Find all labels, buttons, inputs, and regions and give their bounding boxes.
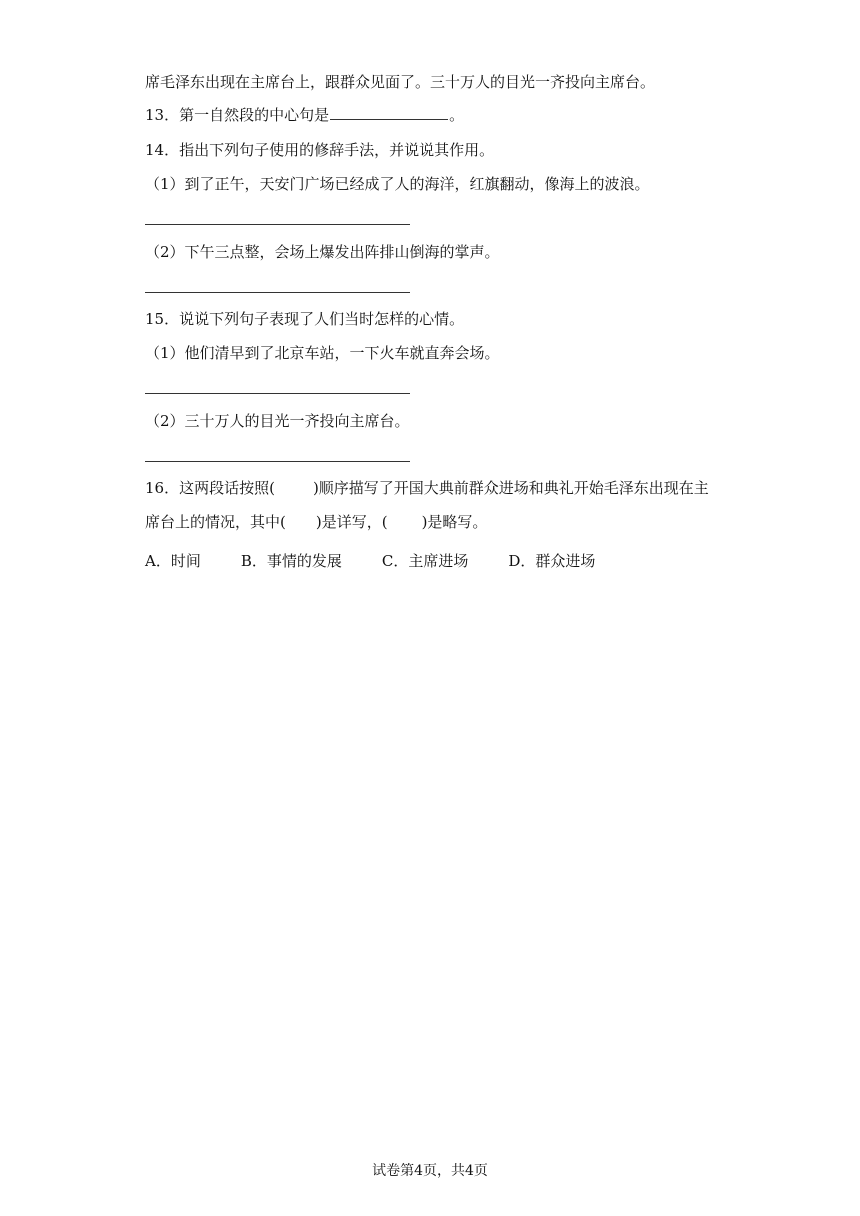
question-14-sub2-answer-line[interactable] bbox=[145, 292, 410, 293]
question-16-options bbox=[145, 551, 595, 571]
question-15-sub1: （1）他们清早到了北京车站，一下火车就直奔会场。 bbox=[145, 344, 500, 362]
option-b[interactable]: B．事情的发展 bbox=[240, 552, 342, 570]
question-14-sub1: （1）到了正午，天安门广场已经成了人的海洋，红旗翻动，像海上的波浪。 bbox=[145, 175, 650, 193]
question-13 bbox=[145, 105, 464, 125]
option-c[interactable]: C．主席进场 bbox=[381, 552, 469, 570]
option-d[interactable]: D．群众进场 bbox=[508, 552, 596, 570]
question-13-prompt: 13．第一自然段的中心句是 bbox=[145, 106, 330, 124]
question-14-sub1-answer-line[interactable] bbox=[145, 224, 410, 225]
question-14-sub2: （2）下午三点整，会场上爆发出阵排山倒海的掌声。 bbox=[145, 243, 500, 261]
question-13-end: 。 bbox=[449, 106, 465, 124]
question-15-sub2-answer-line[interactable] bbox=[145, 461, 410, 462]
question-14-prompt: 14．指出下列句子使用的修辞手法，并说说其作用。 bbox=[145, 141, 495, 159]
question-16-part3: 席台上的情况，其中( bbox=[145, 513, 286, 531]
question-15-prompt: 15．说说下列句子表现了人们当时怎样的心情。 bbox=[145, 310, 465, 328]
question-15-sub1-answer-line[interactable] bbox=[145, 393, 410, 394]
page-footer: 试卷第4页，共4页 bbox=[372, 1163, 488, 1179]
question-16-line1 bbox=[145, 478, 709, 498]
question-16-part2: )顺序描写了开国大典前群众进场和典礼开始毛泽东出现在主 bbox=[312, 479, 709, 497]
question-16-part4: )是详写，( bbox=[315, 513, 388, 531]
question-13-blank[interactable] bbox=[330, 105, 448, 120]
passage-continuation: 席毛泽东出现在主席台上，跟群众见面了。三十万人的目光一齐投向主席台。 bbox=[145, 73, 656, 91]
question-15-sub2: （2）三十万人的目光一齐投向主席台。 bbox=[145, 412, 410, 430]
question-16-line2 bbox=[145, 512, 487, 532]
option-a[interactable]: A．时间 bbox=[145, 552, 201, 570]
question-16-part1: 16．这两段话按照( bbox=[145, 479, 275, 497]
question-16-part5: )是略写。 bbox=[421, 513, 488, 531]
